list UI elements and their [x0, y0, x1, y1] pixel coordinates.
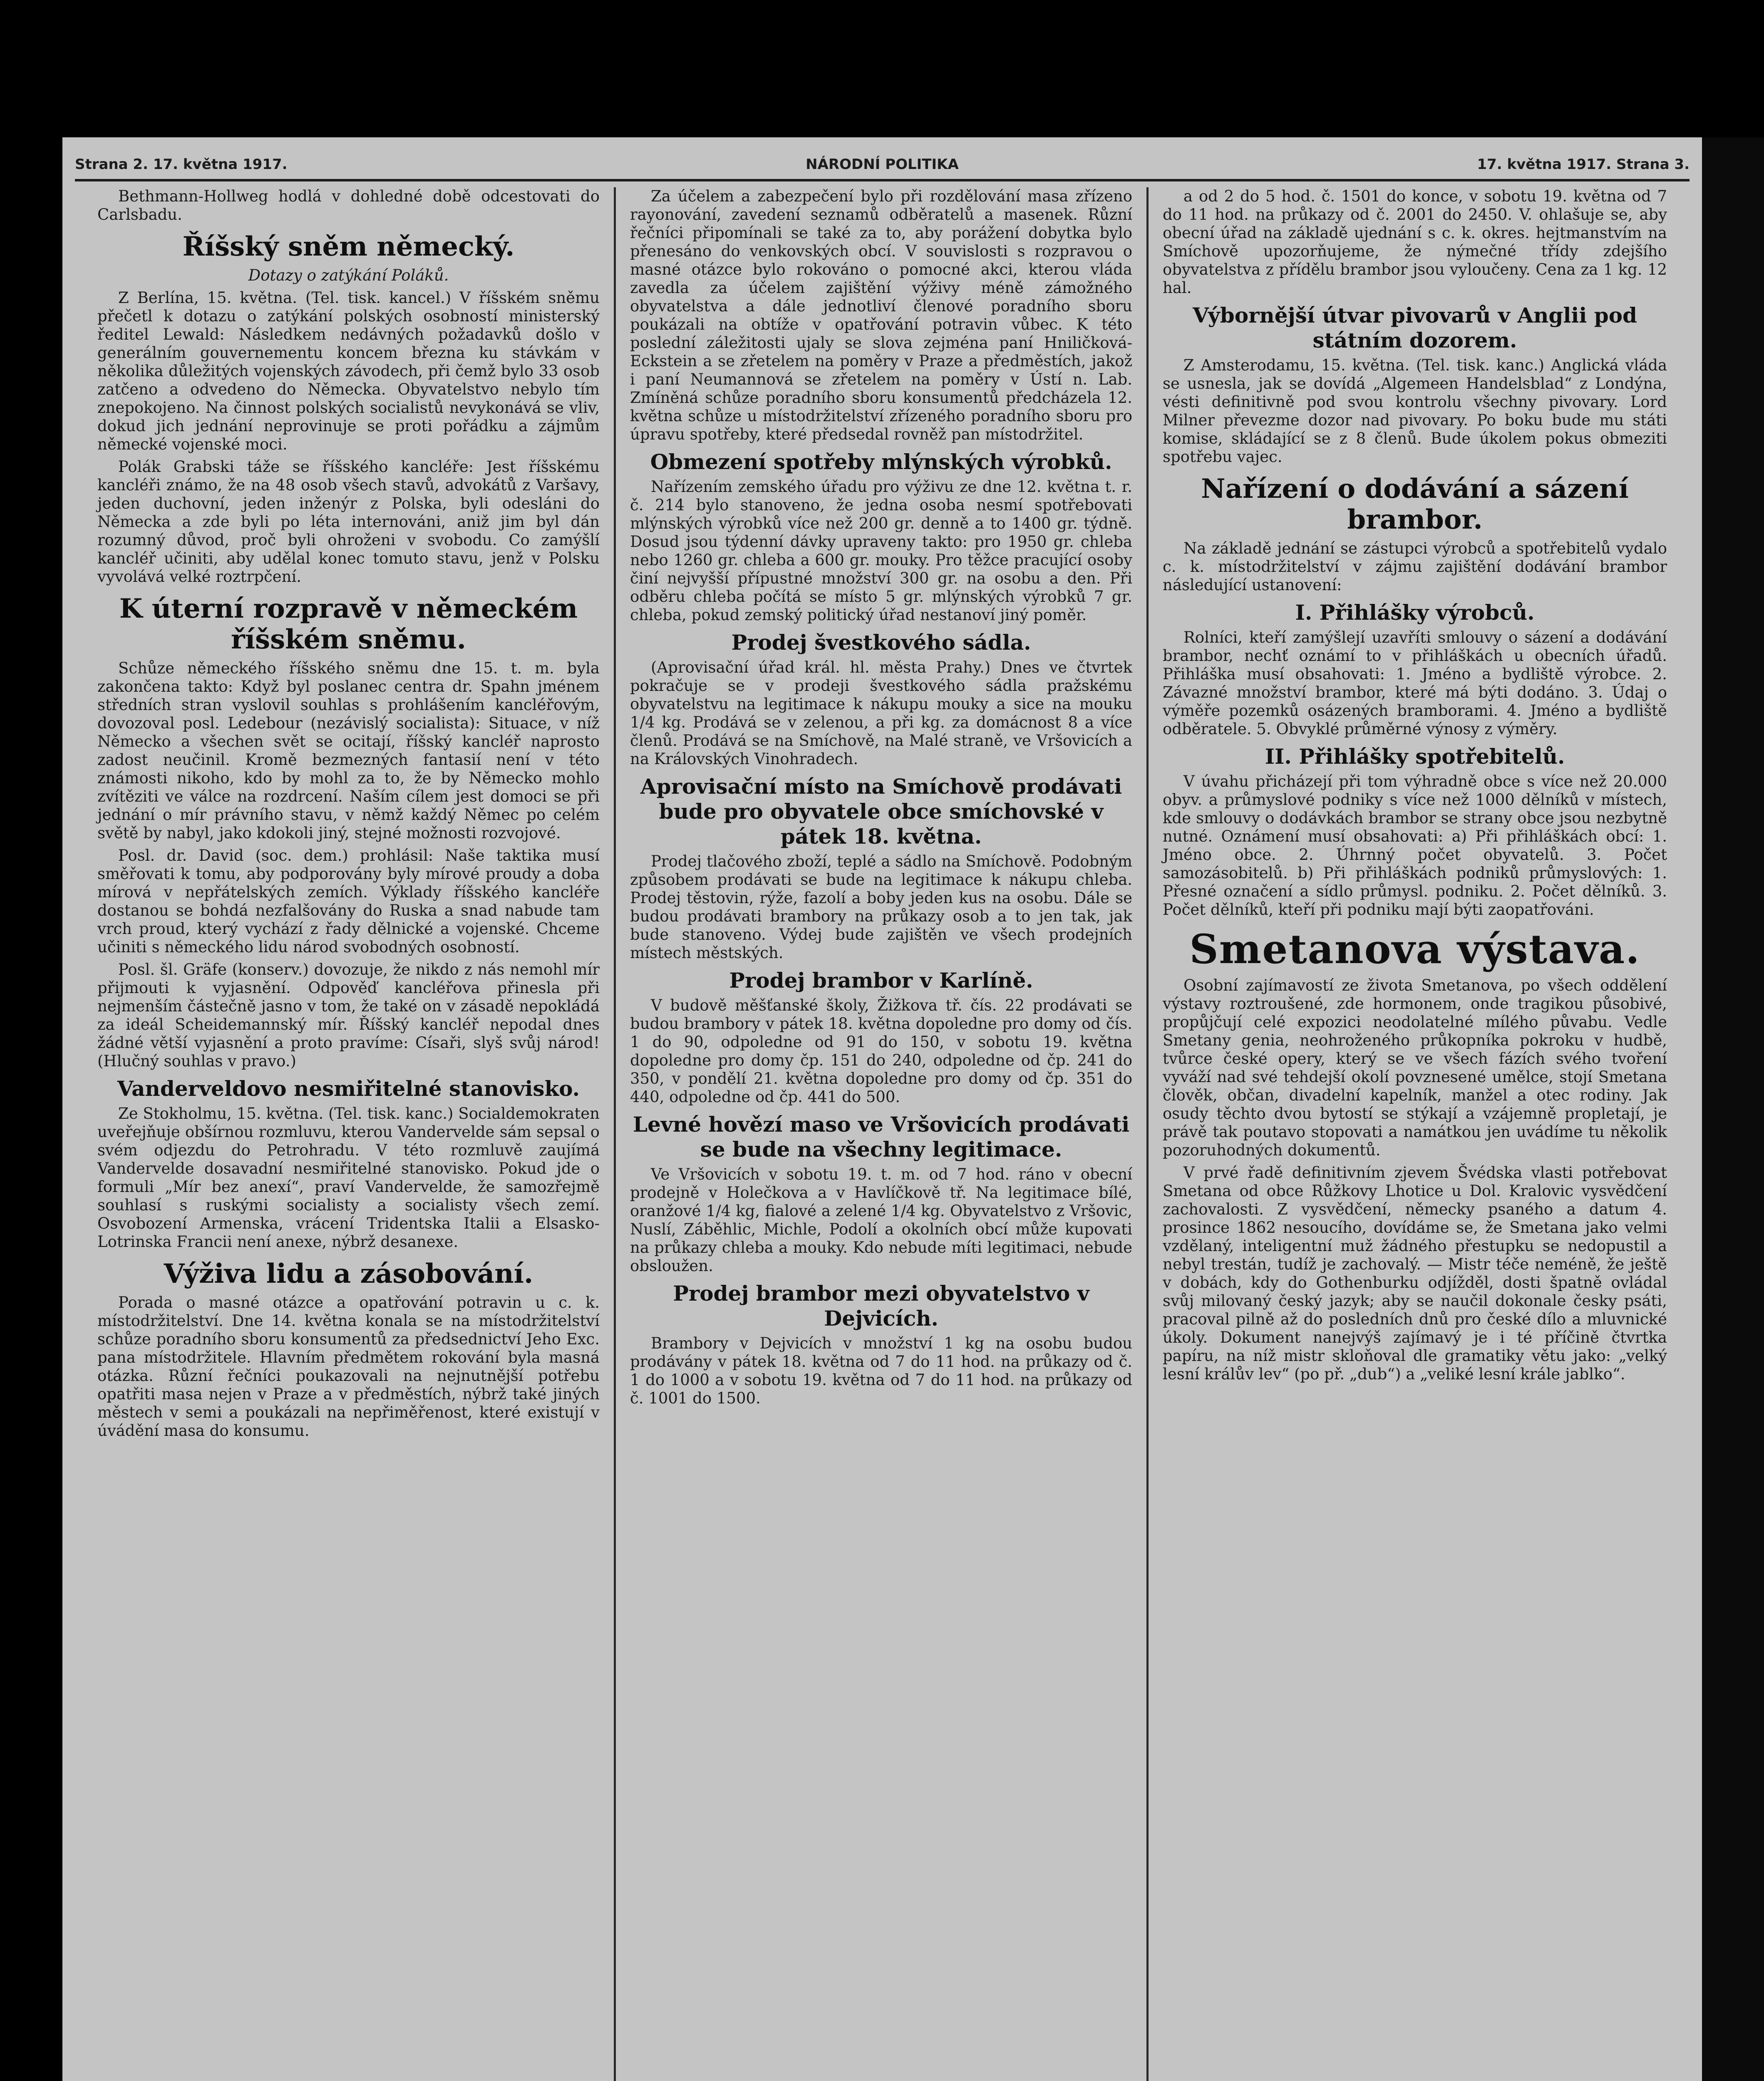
- paragraph: Za účelem a zabezpečení bylo při rozdělování masa zřízeno rayonování, zavedení seznamů odběratelů a masenek. Různí řečníci připomínali se také za to, aby porážení dobytka bylo přenesáno do venkovských obcí. V souvislosti s rozpravou o masné otázce bylo rokováno o pomocné akci, kterou vláda zavedla za účelem zajištění výživy méně zámožného obyvatelstva a dále jednotliví členové poradního sboru poukázali na obtíže v opatřování potravin vůbec. K této poslední záležitosti ujaly se slova zejména paní Hniličková-Eckstein a se zřetelem na poměry v Praze a předměstích, jakož i paní Neumannová se zřetelem na poměry v Ústí n. Lab. Zmíněná schůze poradního sboru konsumentů předcházela 12. května schůze u místodržitelství zřízeného poradního sboru pro úpravu spotřeby, které předsedal rovněž pan místodržitel.: [630, 187, 1132, 443]
- paragraph: (Aprovisační úřad král. hl. města Prahy.) Dnes ve čtvrtek pokračuje se v prodeji švestkového sádla pražskému obyvatelstvu na legitimace k nákupu mouky a sice na mouku 1/4 kg. Prodává se v zelenou, a při kg. za domácnost 8 a více členů. Prodává se na Smíchově, na Malé straně, ve Vršovicích a na Královských Vinohradech.: [630, 658, 1132, 768]
- paragraph: Ze Stokholmu, 15. května. (Tel. tisk. kanc.) Socialdemokraten uveřejňuje obšírnou rozmluvu, kterou Vandervelde sám sepsal o svém odjezdu do Petrohradu. V této rozmluvě zaujímá Vandervelde dosavadní nesmiřitelné stanovisko. Pokud jde o formuli „Mír bez anexí“, praví Vandervelde, že samozřejmě souhlasí s ruskými socialisty a socialisty všech zemí. Osvobození Armenska, vrácení Tridentska Italii a Elsasko-Lotrinska Francii není anexe, nýbrž desanexe.: [97, 1105, 600, 1251]
- paragraph: Z Amsterodamu, 15. května. (Tel. tisk. kanc.) Anglická vláda se usnesla, jak se dovídá „Algemeen Handelsblad“ z Londýna, vésti definitivně pod svou kontrolu všechny pivovary. Lord Milner převezme dozor nad pivovary. Po boku bude mu státi komise, skládající se z 8 členů. Bude úkolem pokus obmeziti spotřebu vajec.: [1163, 356, 1667, 466]
- column-2: [616, 187, 1149, 2081]
- headline-vrsovice: Levné hovězí maso ve Vršovicích prodávati se bude na všechny legitimace.: [633, 1112, 1130, 1162]
- paragraph: Osobní zajímavostí ze života Smetanova, po všech oddělení výstavy roztroušené, zde hormonem, onde tragikou působivé, propůjčují celé expozici neodolatelné mílého půvabu. Vedle Smetany genia, neohroženého průkopníka pokroku v hudbě, tvůrce české opery, který se ve všech fázích svého tvoření vyváží nad své tehdejší okolí povznesené umělce, stojí Smetana člověk, občan, divadelní kapelník, manžel a otec rodiny. Jak osudy těchto dvou bytostí se stýkají a vzájemně propletají, je právě tak poutavo stopovati a namátkou jen uvádíme tu několik pozoruhodných dokumentů.: [1163, 976, 1667, 1159]
- paragraph: Posl. dr. David (soc. dem.) prohlásil: Naše taktika musí směřovati k tomu, aby podporovány byly mírové proudy a doba mírová v nepřátelských zemích. Výklady říšského kancléře dostanou se bohdá nezfalšovány do Ruska a snad nabude tam vrch proud, který vychází z řady dělnické a vojenské. Chceme učiniti s německého lidu národ svobodných osobností.: [97, 847, 600, 956]
- header-right: 17. května 1917. Strana 3.: [1477, 156, 1690, 173]
- column-1: [83, 187, 616, 2081]
- paragraph: Polák Grabski táže se říšského kancléře: Jest říšskému kancléři známo, že na 48 osob všech stavů, advokátů z Varšavy, jeden duchovní, jeden inženýr z Polska, byli odesláni do Německa a zde byli po léta internováni, aniž jim byl dán rozumný důvod, proč byli ohroženi v svobodu. Co zamýšlí kancléř učiniti, aby udělal konec tomuto stavu, jenž v Polsku vyvolává velké roztrpčení.: [97, 458, 600, 586]
- paragraph: V budově měšťanské školy, Žižkova tř. čís. 22 prodávati se budou brambory v pátek 18. května dopoledne pro domy od čís. 1 do 90, odpoledne od 91 do 150, v sobotu 19. května dopoledne pro domy čp. 151 do 240, odpoledne od čp. 241 do 350, v pondělí 21. května dopoledne pro domy od čp. 351 do 440, odpoledne od čp. 441 do 500.: [630, 996, 1132, 1106]
- section-vyrobci: I. Přihlášky výrobců.: [1295, 600, 1535, 625]
- paragraph: Posl. šl. Gräfe (konserv.) dovozuje, že nikdo z nás nemohl mír přijmouti k vyjasnění. Odpověď kancléřova přinesla při nejmenším částečně jasno v tom, že také on v zásadě nepokládá za ideál Scheidemannský mír. Říšský kancléř nepodal dnes žádné větší vyjasnění a proto pravíme: Císaři, slyš svůj národ! (Hlučný souhlas v pravo.): [97, 961, 600, 1070]
- headline-rozprava: K úterní rozpravě v německém říšském sněmu.: [119, 593, 578, 655]
- page-header: [75, 150, 1690, 181]
- section-spotrebitele: II. Přihlášky spotřebitelů.: [1265, 744, 1565, 769]
- headline-britanie: Výbornější útvar pivovarů v Anglii pod státním dozorem.: [1192, 303, 1637, 353]
- scan-border-top: [0, 0, 1764, 137]
- paragraph: Prodej tlačového zboží, teplé a sádlo na Smíchově. Podobným způsobem prodávati se bude na legitimace k nákupu chleba. Prodej těstovin, rýže, fazolí a boby jeden kus na osobu. Dále se budou prodávati brambory na průkazy osob a to jen tak, jak bude stanoveno. Výdej bude zajištěn ve všech prodejních místech městských.: [630, 852, 1132, 962]
- headline-brambory-karlin: Prodej brambor v Karlíně.: [729, 968, 1033, 993]
- headline-vyziva: Výživa lidu a zásobování.: [164, 1258, 533, 1289]
- headline-snem: Říšský sněm německý.: [182, 231, 515, 262]
- subheadline-snem: Dotazy o zatýkání Poláků.: [248, 266, 449, 284]
- headline-prodej-sadla: Prodej švestkového sádla.: [731, 630, 1031, 655]
- paragraph: Z Berlína, 15. května. (Tel. tisk. kancel.) V říšském sněmu přečetl k dotazu o zatýkání polských osobností ministerský ředitel Lewald: Následkem nedávných požadavků došlo v generálním gouvernementu koncem března ku stávkám v několika důležitých vojenských závodech, při čemž bylo 33 osob zatčeno a odvedeno do Německa. Obyvatelstvo nebylo tím znepokojeno. Na činnost polských socialistů nevykonává se vliv, dokud jich jednání neprovinuje se proti pořádku a zájmům německé vojenské moci.: [97, 289, 600, 453]
- headline-smetana: Smetanova výstava.: [1189, 926, 1640, 973]
- paragraph: Ve Vršovicích v sobotu 19. t. m. od 7 hod. ráno v obecní prodejně v Holečkova a v Havlíčkově tř. Na legitimace bílé, oranžové 1/4 kg, fialové a zelené 1/4 kg. Obyvatelstvo z Vršovic, Nuslí, Záběhlic, Michle, Podolí a okolních obcí může kupovati na průkazy chleba a mouky. Kdo nebude míti legitimaci, nebude obsloužen.: [630, 1165, 1132, 1275]
- column-3: [1149, 187, 1681, 2081]
- intro-text: Bethmann-Hollweg hodlá v dohledné době odcestovati do Carlsbadu.: [97, 187, 600, 223]
- scan-border-left: [0, 0, 62, 2081]
- header-masthead: NÁRODNÍ POLITIKA: [806, 156, 959, 173]
- paragraph: Porada o masné otázce a opatřování potravin u c. k. místodržitelství. Dne 14. května konala se na místodržitelství schůze poradního sboru konsumentů za předsednictví Jeho Exc. pana místodržitele. Hlavním předmětem rokování byla masná otázka. Různí řečníci poukazovali na nejnutnější potřebu opatřiti masa nejen v Praze a v předměstích, nýbrž také jiných městech v semi a poukázali na nepřiměřenost, které existují v úvádění masa do konsumu.: [97, 1294, 600, 1440]
- headline-aprovisace: Aprovisační místo na Smíchově prodávati bude pro obyvatele obce smíchovské v pátek 18. května.: [640, 774, 1122, 849]
- headline-narizeni: Nařízení o dodávání a sázení brambor.: [1201, 473, 1629, 535]
- paragraph: V úvahu přicházejí při tom výhradně obce s více než 20.000 obyv. a průmyslové podniky s více než 1000 dělníků v místech, kde smlouvy o dodávkách brambor se strany obce jsou nezbytně nutné. Oznámení musí obsahovati: a) Při přihláškách obcí: 1. Jméno obce. 2. Úhrnný počet obyvatelů. 3. Počet samozásobitelů. b) Při přihláškách podniků průmyslových: 1. Přesné označení a sídlo průmysl. podniku. 2. Počet dělníků. 3. Počet dělníků, kteří při podniku mají býti zaopatřováni.: [1163, 772, 1667, 919]
- paragraph: Brambory v Dejvicích v množství 1 kg na osobu budou prodávány v pátek 18. května od 7 do 11 hod. na průkazy od č. 1 do 1000 a v sobotu 19. května od 7 do 11 hod. na průkazy od č. 1001 do 1500.: [630, 1334, 1132, 1407]
- header-left: Strana 2. 17. května 1917.: [75, 156, 288, 173]
- paragraph: Rolníci, kteří zamýšlejí uzavříti smlouvy o sázení a dodávání brambor, nechť oznámí to v přihláškách u obecních úřadů. Přihláška musí obsahovati: 1. Jméno a bydliště výrobce. 2. Závazné množství brambor, které má býti dodáno. 3. Údaj o výměře pozemků osázených bramborami. 4. Jméno a bydliště odběratele. 5. Obvyklé průměrné výnosy z výměry.: [1163, 628, 1667, 738]
- paragraph: V prvé řadě definitivním zjevem Švédska vlasti potřebovat Smetana od obce Růžkovy Lhotice u Dol. Kralovic vysvědčení zachovalosti. Z vysvědčení, německy psaného a datum 4. prosince 1862 nesoucího, dovídáme se, že Smetana jako velmi vzdělaný, inteligentní muž žádného přestupku se nedopustil a nebyl trestán, tudíž je zachovalý. — Mistr téče neméně, že ještě v dobách, kdy do Gothenburku odjížděl, dosti špatně ovládal svůj milovaný český jazyk; aby se naučil dokonale česky psáti, pracoval pilně až do posledních dnů pro české dílo a mluvnické úkoly. Dokument nanejvýš zajímavý je i té příčině čtvrtka papíru, na níž mistr skloňoval dle gramatiky větu jako: „velký lesní králův lev“ (po př. „dub“) a „veliké lesní krále jablko“.: [1163, 1164, 1667, 1383]
- paragraph: Na základě jednání se zástupci výrobců a spotřebitelů vydalo c. k. místodržitelství v zájmu zajištění dodávání brambor následující ustanovení:: [1163, 539, 1667, 594]
- headline-dejvice: Prodej brambor mezi obyvatelstvo v Dejvicích.: [673, 1281, 1089, 1331]
- paragraph: a od 2 do 5 hod. č. 1501 do konce, v sobotu 19. května od 7 do 11 hod. na průkazy od č. 2001 do 2450. V. ohlašuje se, aby obecní úřad na základě ujednání s c. k. okres. hejtmanstvím na Smíchově upozorňujeme, že nýmečné třídy zdejšího obyvatelstva z přídělu brambor jsou vyloučeny. Cena za 1 kg. 12 hal.: [1163, 187, 1667, 297]
- paragraph: Nařízením zemského úřadu pro výživu ze dne 12. května t. r. č. 214 bylo stanoveno, že jedna osoba nesmí spotřebovati mlýnských výrobků více než 200 gr. denně a to 1400 gr. týdně. Dosud jsou týdenní dávky upraveny takto: pro 1950 gr. chleba nebo 1260 gr. chleba a 600 gr. mouky. Pro těžce pracující osoby činí nejvyšší přípustné množství 300 gr. na osobu a den. Při odběru chleba počítá se místo 5 gr. mlýnských výrobků 7 gr. chleba, pokud zemský politický úřad nestanoví jiný poměr.: [630, 478, 1132, 624]
- article-columns: [83, 187, 1681, 2081]
- headline-obmezeni: Obmezení spotřeby mlýnských výrobků.: [650, 449, 1112, 474]
- paragraph: Schůze německého říšského sněmu dne 15. t. m. byla zakončena takto: Když byl poslanec centra dr. Spahn jménem středních stran vyslovil souhlas s prohlášením kancléřovým, dovozoval posl. Ledebour (nezávislý socialista): Situace, v níž Německo a všechen svět se ocitají, říšský kancléř naprosto zadost neučinil. Kromě bezmezných fantasií není v této známosti nikoho, kdo by mohl za to, že by Německo mohlo zvítěziti ve válce na rozdrcení. Naším cílem jest domoci se při jednání o mír právního stavu, v němž každý Němec po celém světě by nabyl, jako kdokoli jiný, stejné možnosti rozvojové.: [97, 659, 600, 842]
- headline-vandervelde: Vanderveldovo nesmiřitelné stanovisko.: [117, 1076, 580, 1101]
